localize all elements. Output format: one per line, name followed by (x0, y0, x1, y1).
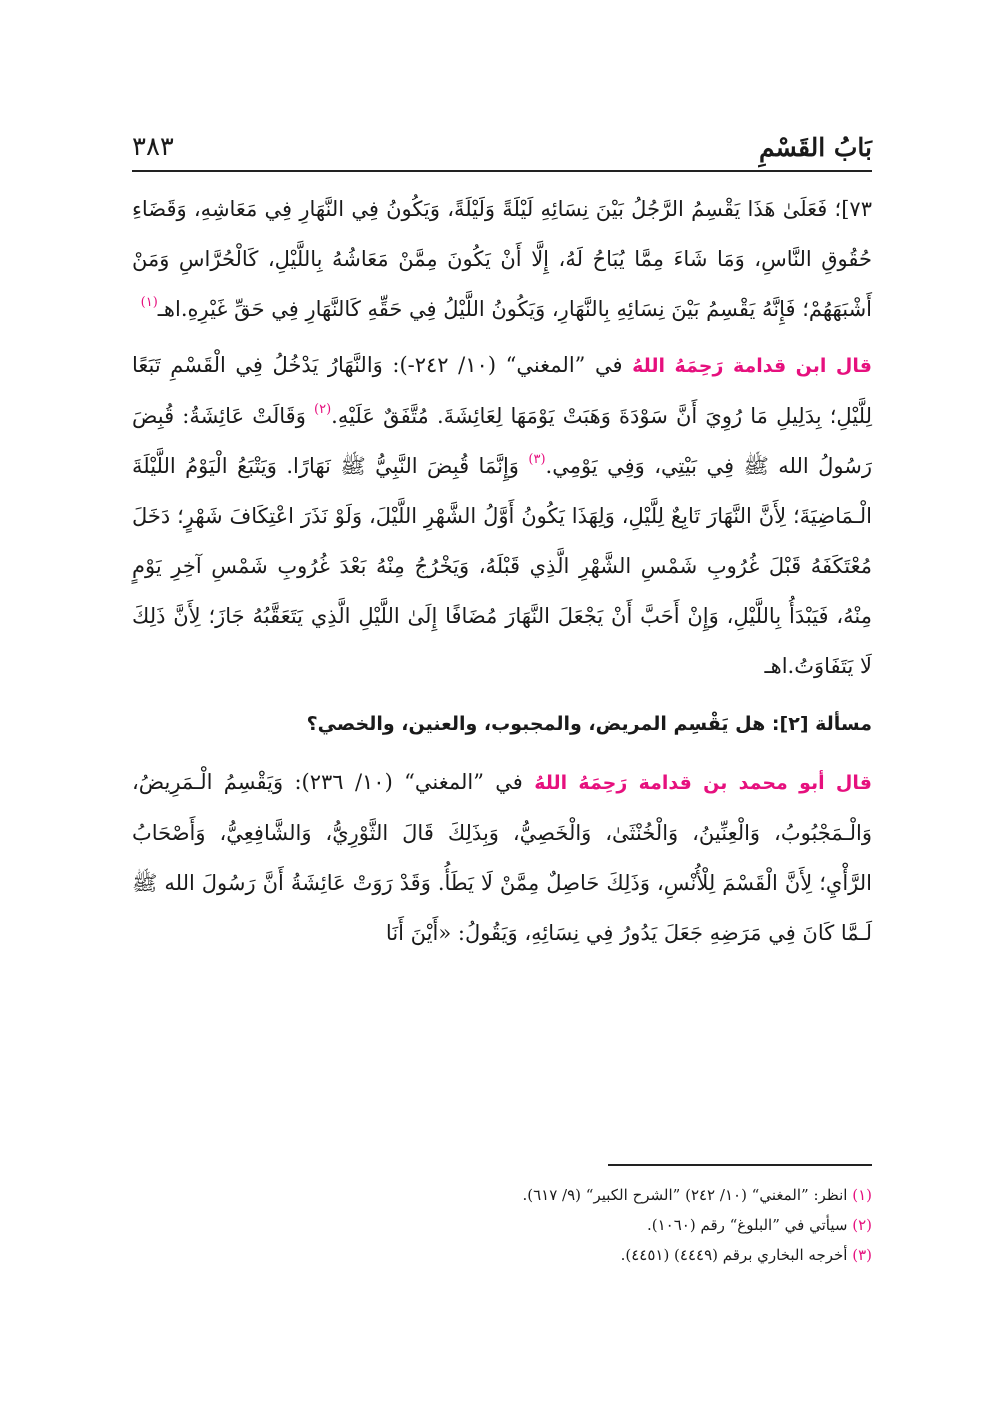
p3-text: في ”المغني“ (١٠/ ٢٣٦): وَيَقْسِمُ الْـمَرِيضُ، وَالْـمَجْبُوبُ، وَالْعِنِّينُ، وَالْخُنْثَىٰ، وَالْخَصِيُّ، وَبِذَلِكَ قَالَ الثَّوْرِيُّ، وَالشَّافِعِيُّ، وَأَصْحَابُ الرَّأْيِ؛ لِأَنَّ الْقَسْمَ لِلْأُنْسِ، وَذَلِكَ حَاصِلٌ مِمَّنْ لَا يَطَأُ. وَقَدْ رَوَتْ عَائِشَةُ أَنَّ رَسُولَ الله ﷺ لَـمَّا كَانَ فِي مَرَضِهِ جَعَلَ يَدُورُ فِي نِسَائِهِ، وَيَقُولُ: «أَيْنَ أَنَا (132, 770, 872, 945)
footnote-2-text: سيأتي في ”البلوغ“ رقم (١٠٦٠). (646, 1216, 853, 1234)
issue-heading (132, 699, 872, 749)
p1-line-3: كَالْحُرَّاسِ وَمَنْ أَشْبَهَهُمْ؛ فَإِنَّهُ يَقْسِمُ بَيْنَ نِسَائِهِ بِالنَّهَارِ، وَيَكُونُ اللَّيْلُ فِي حَقِّهِ (132, 247, 872, 321)
speaker-abu-muhammad: قال أبو محمد بن قدامة رَحِمَهُ اللهُ (534, 772, 872, 794)
chapter-title: بَابُ القَسْمِ (759, 133, 872, 162)
footnote-mark-2[interactable]: (٢) (314, 402, 332, 417)
speaker-ibn-qudamah: قال ابن قدامة رَحِمَهُ اللهُ (632, 355, 872, 377)
footnotes (132, 1164, 872, 1270)
page-header (132, 112, 872, 172)
page-number: ٣٨٣ (132, 132, 174, 162)
footnote-1 (132, 1180, 872, 1210)
footnote-3-text: أخرجه البخاري برقم (٤٤٤٩) (٤٤٥١). (620, 1246, 853, 1264)
paragraph-2 (132, 340, 872, 691)
footnote-1-text: انظر: ”المغني“ (١٠/ ٢٤٢) ”الشرح الكبير“ (٩/ ٦١٧). (522, 1186, 853, 1204)
footnote-3 (132, 1240, 872, 1270)
page (132, 112, 872, 958)
page-body (132, 184, 872, 958)
footnote-1-num: (١) (852, 1186, 872, 1204)
footnote-2 (132, 1210, 872, 1240)
p1-line-2: وَقَضَاءِ حُقُوقِ النَّاسِ، وَمَا شَاءَ مِمَّا يُبَاحُ لَهُ، إِلَّا أَنْ يَكُونَ مِمَّنْ مَعَاشُهُ بِاللَّيْلِ، (132, 197, 872, 271)
p2-text-1: في ”المغني“ (١٠/ ٢٤٢-): وَالنَّهَارُ يَدْخُلُ فِي الْقَسْمِ تَبَعًا لِلَّيْلِ؛ بِدَلِيلِ مَا رُوِيَ أَنَّ سَوْدَةَ وَهَبَتْ يَوْمَهَا لِعَائِشَةَ. مُتَّفَقٌ عَلَيْهِ. (132, 353, 872, 428)
footnote-mark-3[interactable]: (٣) (528, 452, 546, 467)
footnote-2-num: (٢) (852, 1216, 872, 1234)
footnote-3-num: (٣) (852, 1246, 872, 1264)
issue-text: هل يَقْسِم المريض، والمجبوب، والعنين، والخصي؟ (306, 713, 772, 735)
p2-text-2: وَقَالَتْ عَائِشَةُ: قُبِضَ رَسُولُ الله ﷺ فِي بَيْتِي، وَفِي يَوْمِي. (132, 404, 872, 478)
paragraph-1 (132, 184, 872, 334)
p2-text-3: وَإِنَّمَا قُبِضَ النَّبِيُّ ﷺ نَهَارًا. وَيَتْبَعُ الْيَوْمُ اللَّيْلَةَ الْـمَاضِيَةَ؛ لِأَنَّ النَّهَارَ تَابِعٌ لِلَّيْلِ، وَلِهَذَا يَكُونُ أَوَّلُ الشَّهْرِ اللَّيْلَ، وَلَوْ نَذَرَ اعْتِكَافَ شَهْرٍ؛ دَخَلَ مُعْتَكَفَهُ قَبْلَ غُرُوبِ شَمْسِ الشَّهْرِ الَّذِي قَبْلَهُ، وَيَخْرُجُ مِنْهُ بَعْدَ غُرُوبِ شَمْسِ آخِرِ يَوْمٍ مِنْهُ، فَيَبْدَأُ بِاللَّيْلِ، وَإِنْ أَحَبَّ أَنْ يَجْعَلَ النَّهَارَ مُضَافًا إِلَىٰ اللَّيْلِ الَّذِي يَتَعَقَّبُهُ جَازَ؛ لِأَنَّ ذَلِكَ لَا يَتَفَاوَتُ.اهـ (132, 454, 872, 678)
footnote-divider (608, 1164, 872, 1166)
paragraph-3 (132, 757, 872, 958)
p1-line-4: كَالنَّهَارِ فِي حَقِّ غَيْرِهِ.اهـ (157, 297, 361, 321)
footnote-mark-1[interactable]: (١) (140, 295, 158, 310)
p1-line-1: ٧٣]؛ فَعَلَىٰ هَذَا يَقْسِمُ الرَّجُلُ بَيْنَ نِسَائِهِ لَيْلَةً وَلَيْلَةً، وَيَكُونُ فِي النَّهَارِ فِي مَعَاشِهِ، (193, 197, 872, 221)
issue-label: مسألة [٢]: (771, 713, 872, 735)
